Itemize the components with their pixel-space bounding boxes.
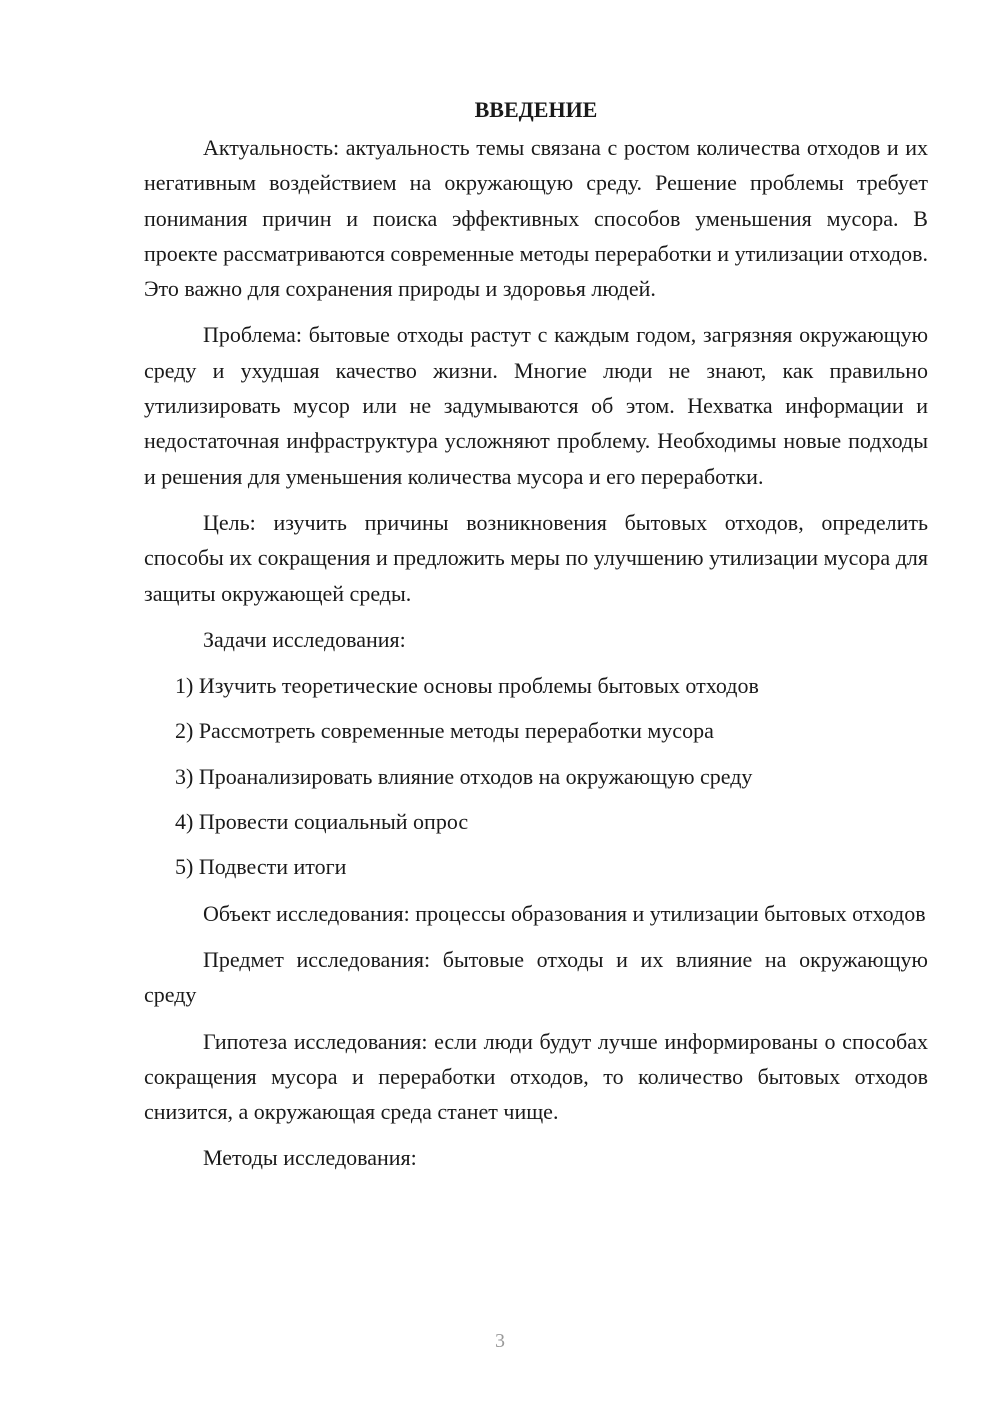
- list-item: 4) Провести социальный опрос: [175, 809, 469, 835]
- section-title: ВВЕДЕНИЕ: [474, 97, 598, 122]
- tasks-heading: Задачи исследования:: [203, 626, 406, 652]
- list-item: 3) Проанализировать влияние отходов на окружающую среду: [175, 763, 753, 789]
- page-number: 3: [495, 1330, 505, 1352]
- tasks-list: [144, 668, 928, 884]
- object-paragraph: Объект исследования: процессы образования и утилизации бытовых отходов: [203, 900, 926, 926]
- list-item: 2) Рассмотреть современные методы переработки мусора: [175, 718, 714, 744]
- subject-paragraph: Предмет исследования: бытовые отходы и их влияние на окружающую среду: [144, 946, 928, 1008]
- list-item: 5) Подвести итоги: [175, 854, 347, 880]
- goal-paragraph: Цель: изучить причины возникновения бытовых отходов, определить способы их сокращения и предложить меры по улучшению утилизации мусора для защиты окружающей среды.: [144, 509, 928, 606]
- hypothesis-paragraph: Гипотеза исследования: если люди будут лучше информированы о способах сокращения мусора и переработки отходов, то количество бытовых отходов снизится, а окружающая среда станет чище.: [144, 1028, 928, 1125]
- problem-paragraph: Проблема: бытовые отходы растут с каждым годом, загрязняя окружающую среду и ухудшая качество жизни. Многие люди не знают, как правильно утилизировать мусор или не задумываются об этом. Нехватка информации и недостаточная инфраструктура усложняют проблему. Необходимы новые подходы и решения для уменьшения количества мусора и его переработки.: [144, 322, 928, 489]
- relevance-paragraph: Актуальность: актуальность темы связана с ростом количества отходов и их негативным воздействием на окружающую среду. Решение проблемы требует понимания причин и поиска эффективных способов уменьшения мусора. В проекте рассматриваются современные методы переработки и утилизации отходов. Это важно для сохранения природы и здоровья людей.: [144, 135, 928, 302]
- methods-heading: Методы исследования:: [203, 1145, 417, 1171]
- page-content: [144, 92, 928, 1187]
- list-item: 1) Изучить теоретические основы проблемы бытовых отходов: [175, 673, 759, 699]
